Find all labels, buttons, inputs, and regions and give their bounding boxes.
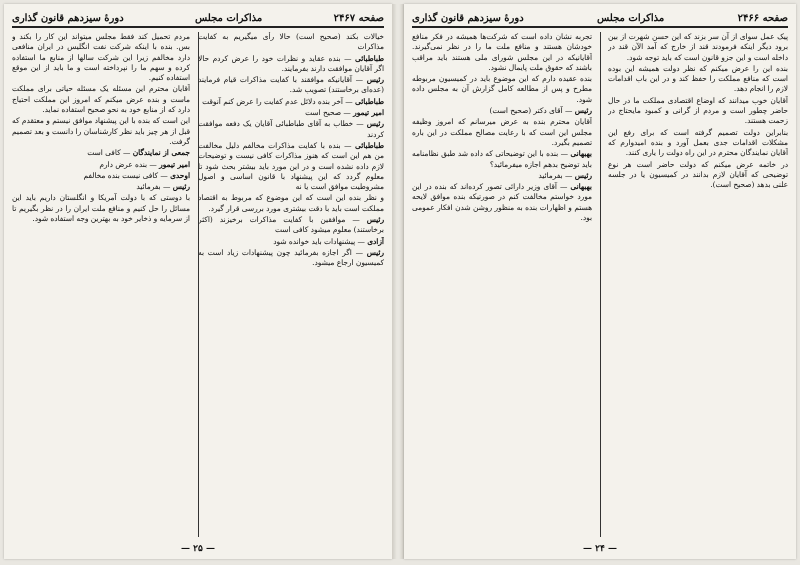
speech-text: آقایان محترم این مسئله یک مسئله حیاتی برای مملکت ماست و بنده عرض میکنم که امروز این مملکت احتیاج دارد که از منابع خود به نحو صحیح استفاده نماید. — [12, 84, 190, 115]
speech-text: بنده با این توضیحاتی که داده شد طبق نظامنامه باید توضیح بدهم اجازه میفرمائید؟ — [412, 149, 592, 169]
paragraph: رئیس — بفرمائید — [136, 182, 190, 192]
speaker-name: رئیس — [366, 215, 384, 225]
page-header — [12, 10, 384, 28]
speech-text: مردم تحمیل کند فقط مجلس میتواند این کار را بکند و بس. بنده با اینکه شرکت نفت انگلیس در ایران منافعی دارد مخالفم زیرا این شرکت سالها از منابع ما استفاده کرده و سهم ما را نپرداخته است و ما باید از این موقع استفاده کنیم. — [12, 32, 190, 83]
speech-text: بنابراین دولت تصمیم گرفته است که برای رفع این مشکلات اقدامات جدی بعمل آورد و بنده امیدوارم که آقایان نمایندگان محترم در این راه دولت را یاری کنند. — [608, 127, 788, 158]
speech-text: بنده عقاید و نظرات خود را عرض کردم حالا اگر آقایان موافقت دارند بفرمایند. — [198, 53, 384, 73]
paragraph — [608, 32, 788, 63]
paragraph: امیر تیمور — صحیح است — [305, 108, 384, 118]
paragraph: رئیس — اگر اجازه بفرمائید چون پیشنهادات زیاد است به کمیسیون ارجاع میشود. — [198, 247, 384, 268]
column-inner — [12, 32, 190, 537]
paragraph: جمعی از نمایندگان — کافی است — [87, 148, 190, 158]
paragraph: رئیس — آقای دکتر (صحیح است) — [489, 106, 592, 116]
paragraph: آزادی — پیشنهادات باید خوانده شود — [273, 236, 384, 246]
column-inner — [412, 32, 592, 537]
paragraph — [12, 116, 190, 147]
speech-text: آقایان خوب میدانند که اوضاع اقتصادی مملکت ما در حال حاضر چطور است و مردم از گرانی و کمبود مایحتاج در زحمت هستند. — [608, 95, 788, 126]
speaker-name: رئیس — [366, 119, 384, 129]
paragraph: بهبهانی — بنده با این توضیحاتی که داده شد طبق نظامنامه باید توضیح بدهم اجازه میفرمائید؟ — [412, 149, 592, 169]
paragraph: طباطبائی — بنده با کفایت مذاکرات مخالفم دلیل مخالفت من هم این است که هنوز مذاکرات کافی نیست و توضیحات لازم داده نشده است و در این مورد باید بیشتر بحث شود تا معلوم گردد که این پیشنهاد با قانون اساسی و اصول مشروطیت موافق است یا نه — [198, 140, 384, 192]
paragraph — [608, 160, 788, 191]
paragraph — [608, 64, 788, 95]
paragraph: اوحدی — کافی نیست بنده مخالفم — [83, 170, 190, 180]
speaker-name: رئیس — [574, 170, 592, 180]
speech-text: و نظر بنده این است که این موضوع که مربوط به اقتصاد مملکت است باید با دقت بیشتری مورد بررسی قرار گیرد. — [198, 193, 384, 213]
paragraph — [412, 117, 592, 148]
speech-text: کافی است — [87, 148, 121, 158]
speaker-name: رئیس — [574, 106, 592, 116]
speaker-name: آزادی — [367, 236, 384, 246]
column-outer — [608, 32, 788, 537]
speaker-name: طباطبائی — [355, 96, 384, 106]
speech-text: با دوستی که با دولت آمریکا و انگلستان داریم باید این مسائل را حل کنیم و منافع ملت ایران را در نظر بگیریم تا از سرمایه و ذخایر خود به بهترین وجه استفاده شود. — [12, 193, 190, 224]
speech-text: موافقین با کفایت مذاکرات برخیزند (اکثر برخاستند) معلوم میشود کافی است — [198, 215, 384, 235]
page-header — [412, 10, 788, 28]
paragraph — [12, 32, 190, 83]
right-page — [404, 4, 796, 559]
paragraph: رئیس — خطاب به آقای طباطبائی آقایان یک دفعه موافقت کردند — [198, 119, 384, 139]
paragraph — [12, 193, 190, 224]
speaker-name: طباطبائی — [355, 140, 384, 150]
speech-text: تجربه نشان داده است که شرکت‌ها همیشه در فکر منافع خودشان هستند و منافع ملت ما را در نظر نمی‌گیرند. آقایانیکه در این مجلس شورای ملی هستند باید مراقب باشند که حقوق ملت پایمال نشود. — [412, 32, 592, 72]
speech-text: بنده عرض دارم — [99, 159, 148, 169]
paragraph — [608, 96, 788, 127]
speaker-name: بهبهانی — [570, 149, 592, 159]
speech-text: آقای دکتر (صحیح است) — [489, 106, 563, 116]
speech-text: بنده این را عرض میکنم که نظر دولت همیشه این بوده است که منافع مملکت را حفظ کند و در این باب اقدامات لازم را انجام دهد. — [608, 63, 788, 94]
column-divider — [600, 32, 601, 537]
speech-text: آقای وزیر دارائی تصور کرده‌اند که بنده در این مورد خواستم مخالفت کنم در صورتیکه بنده موافق لایحه هستم و اظهارات بنده به منظور روشن شدن افکار عمومی بود. — [412, 182, 592, 223]
column-outer — [198, 32, 384, 537]
paragraph: امیر تیمور — بنده عرض دارم — [99, 159, 190, 169]
speaker-name: اوحدی — [170, 170, 190, 180]
book-gutter — [392, 4, 404, 559]
paragraph: رئیس — موافقین با کفایت مذاکرات برخیزند (اکثر برخاستند) معلوم میشود کافی است — [198, 215, 384, 235]
paragraph — [412, 32, 592, 73]
speech-text: خطاب به آقای طباطبائی آقایان یک دفعه موافقت کردند — [198, 119, 384, 139]
speaker-name: طباطبائی — [355, 53, 384, 63]
paragraph — [198, 32, 384, 53]
column-divider — [198, 32, 199, 537]
speech-text: خیالات بکند (صحیح است) حالا رأی میگیریم به کفایت مذاکرات — [198, 32, 384, 52]
speaker-name: رئیس — [172, 182, 190, 192]
paragraph — [412, 74, 592, 105]
section-title: مذاکرات مجلس — [195, 12, 263, 24]
session-title: دورهٔ سیزدهم قانون گذاری — [412, 12, 524, 24]
paragraph: طباطبائی — آخر بنده دلائل عدم کفایت را عرض کنم آنوقت — [202, 96, 384, 106]
speech-text: اگر اجازه بفرمائید چون پیشنهادات زیاد است به کمیسیون ارجاع میشود. — [198, 247, 384, 268]
section-title: مذاکرات مجلس — [597, 12, 665, 24]
speech-text: بفرمائید — [538, 170, 563, 180]
speech-text: آقایانیکه موافقند با کفایت مذاکرات قیام فرمایند (عده‌ای برخاستند) تصویب شد. — [198, 75, 384, 95]
folio-number: — ۲۴ — — [583, 544, 617, 554]
paragraph: رئیس — آقایانیکه موافقند با کفایت مذاکرات قیام فرمایند (عده‌ای برخاستند) تصویب شد. — [198, 75, 384, 95]
folio-number: — ۲۵ — — [181, 544, 215, 554]
speech-text: پیک عمل سوای از آن سر بزند که این حسن شهرت از بین برود دیگر اینکه فرمودند قند از خارج که آمد الآن قند در داخله است و این جزو قانون است که باید توجه شود. — [608, 32, 788, 62]
speaker-name: امیر تیمور — [159, 159, 190, 169]
paragraph — [198, 193, 384, 214]
speech-text: بنده با کفایت مذاکرات مخالفم دلیل مخالفت من هم این است که هنوز مذاکرات کافی نیست و توضیحات لازم داده نشده است و در این مورد باید بیشتر بحث شود تا معلوم گردد که این پیشنهاد با قانون اساسی و اصول مشروطیت موافق است یا نه — [198, 140, 384, 192]
speaker-name: بهبهانی — [570, 182, 592, 192]
page-number: صفحه ۲۴۶۶ — [737, 12, 788, 24]
left-page — [4, 4, 392, 559]
paragraph — [608, 128, 788, 159]
speech-text: صحیح است — [305, 108, 342, 118]
speaker-name: امیر تیمور — [353, 108, 384, 118]
speaker-name: رئیس — [366, 247, 384, 257]
speaker-name: جمعی از نمایندگان — [132, 148, 190, 158]
paragraph — [12, 84, 190, 115]
speech-text: کافی نیست بنده مخالفم — [83, 170, 159, 180]
paragraph: طباطبائی — بنده عقاید و نظرات خود را عرض کردم حالا اگر آقایان موافقت دارند بفرمایند. — [198, 53, 384, 73]
speech-text: پیشنهادات باید خوانده شود — [273, 236, 356, 246]
speech-text: آخر بنده دلائل عدم کفایت را عرض کنم آنوقت — [202, 96, 343, 106]
paragraph: رئیس — بفرمائید — [538, 170, 592, 180]
speech-text: این است که بنده با این پیشنهاد موافق نیستم و معتقدم که قبل از هر چیز باید نظر کارشناسان را دانست و بعد تصمیم گرفت. — [12, 116, 190, 146]
speech-text: بنده عقیده دارم که این موضوع باید در کمیسیون مربوطه مطرح و پس از مطالعه کامل گزارش آن به مجلس داده شود. — [412, 74, 592, 104]
paragraph: بهبهانی — آقای وزیر دارائی تصور کرده‌اند که بنده در این مورد خواستم مخالفت کنم در صورتیکه بنده موافق لایحه هستم و اظهارات بنده به منظور روشن شدن افکار عمومی بود. — [412, 182, 592, 223]
page-number: صفحه ۲۴۶۷ — [333, 12, 384, 24]
speech-text: بفرمائید — [136, 182, 161, 192]
speaker-name: رئیس — [366, 75, 384, 85]
speech-text: آقایان محترم بنده به عرض میرسانم که امروز وظیفه مجلس این است که با رعایت مصالح مملکت در این باره تصمیم بگیرد. — [412, 117, 592, 147]
speech-text: در خاتمه عرض میکنم که دولت حاضر است هر نوع توضیحی که آقایان لازم بدانند در کمیسیون یا در جلسه علنی بدهد (صحیح است). — [608, 159, 788, 190]
session-title: دورهٔ سیزدهم قانون گذاری — [12, 12, 124, 24]
